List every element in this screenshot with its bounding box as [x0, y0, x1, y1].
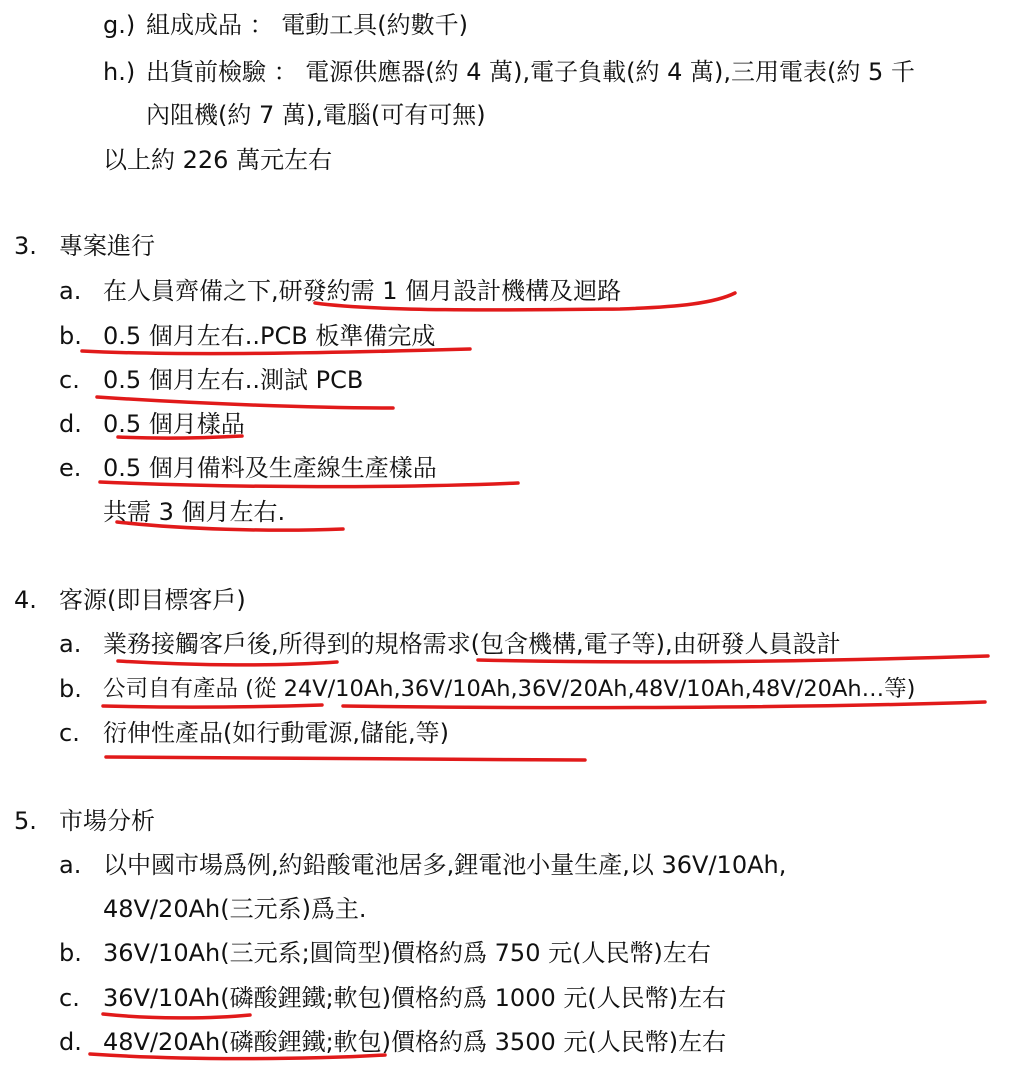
section4-item-text: 公司自有產品 (從 24V/10Ah,36V/10Ah,36V/20Ah,48V/10Ah,48V/20Ah…等)	[103, 676, 916, 702]
section5-item-text: 36V/10Ah(磷酸鋰鐵;軟包)價格約爲 1000 元(人民幣)左右	[103, 984, 727, 1012]
section5-item-label: a.	[59, 851, 82, 879]
section2-total: 以上約 226 萬元左右	[103, 146, 333, 174]
section5-heading: 市場分析	[59, 807, 155, 835]
section3-item-label: b.	[59, 322, 82, 350]
section3-item-label: d.	[59, 410, 82, 438]
section5-item-text: 48V/20Ah(磷酸鋰鐵;軟包)價格約爲 3500 元(人民幣)左右	[103, 1028, 727, 1056]
item-text-g: 組成成品 ： 電動工具(約數千)	[146, 11, 468, 39]
section5-item-text: 36V/10Ah(三元系;圓筒型)價格約爲 750 元(人民幣)左右	[103, 939, 711, 967]
section4-heading: 客源(即目標客戶)	[59, 586, 246, 614]
underline-stroke	[118, 661, 337, 665]
section3-item-label: e.	[59, 454, 82, 482]
section4-item-label: b.	[59, 675, 82, 703]
section3-heading: 專案進行	[59, 232, 155, 260]
underline-stroke	[103, 705, 322, 707]
section3-item-label: a.	[59, 277, 82, 305]
item-label-g: g.)	[103, 11, 136, 39]
section5-item-label: d.	[59, 1028, 82, 1056]
item-text-h: 出貨前檢驗 ： 電源供應器(約 4 萬),電子負載(約 4 萬),三用電表(約 5 千	[146, 58, 915, 86]
underline-stroke	[106, 757, 585, 760]
section4-item-text: 衍伸性產品(如行動電源,儲能,等)	[103, 719, 449, 747]
underline-stroke	[97, 397, 393, 408]
section4-item-label: a.	[59, 630, 82, 658]
section4-number: 4.	[14, 586, 37, 614]
section5-item-label: b.	[59, 939, 82, 967]
section3-item-text: 在人員齊備之下,研發約需 1 個月設計機構及迴路	[103, 277, 622, 305]
section3-number: 3.	[14, 232, 37, 260]
item-text-h-cont: 內阻機(約 7 萬),電腦(可有可無)	[146, 101, 486, 129]
section3-item-text: 0.5 個月樣品	[103, 410, 245, 438]
section5-item-label: c.	[59, 984, 80, 1012]
section3-total: 共需 3 個月左右.	[103, 498, 286, 526]
section4-item-text: 業務接觸客戶後,所得到的規格需求(包含機構,電子等),由研發人員設計	[103, 630, 841, 658]
item-label-h: h.)	[103, 58, 136, 86]
section3-item-label: c.	[59, 366, 80, 394]
section3-item-text: 0.5 個月備料及生產線生產樣品	[103, 454, 437, 482]
section4-item-label: c.	[59, 719, 80, 747]
section5-number: 5.	[14, 807, 37, 835]
section3-item-text: 0.5 個月左右..測試 PCB	[103, 366, 364, 394]
section5-item-text: 以中國市場爲例,約鉛酸電池居多,鋰電池小量生產,以 36V/10Ah,	[103, 851, 787, 879]
section3-item-text: 0.5 個月左右..PCB 板準備完成	[103, 322, 436, 350]
section5-item-text-cont: 48V/20Ah(三元系)爲主.	[103, 895, 367, 923]
underline-stroke	[103, 1014, 250, 1018]
